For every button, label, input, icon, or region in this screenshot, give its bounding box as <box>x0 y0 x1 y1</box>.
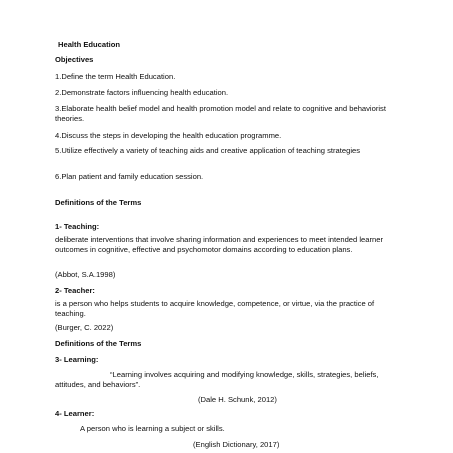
teacher-heading: 2- Teacher: <box>55 286 95 295</box>
objectives-heading: Objectives <box>55 55 94 64</box>
learning-definition: “Learning involves acquiring and modifying knowledge, skills, strategies, beliefs, attitudes, and behaviors”. <box>55 370 379 389</box>
teacher-definition: is a person who helps students to acquire knowledge, competence, or virtue, via the practice of teaching. <box>55 299 375 318</box>
learner-citation: (English Dictionary, 2017) <box>193 440 280 449</box>
learner-heading: 4- Learner: <box>55 409 95 418</box>
objective-item-3: 3.Elaborate health belief model and health promotion model and relate to cognitive and behaviorist theories. <box>55 104 386 123</box>
objective-item-2: 2.Demonstrate factors influencing health education. <box>55 88 229 97</box>
learning-heading: 3- Learning: <box>55 355 99 364</box>
objective-item-5: 5.Utilize effectively a variety of teaching aids and creative application of teaching strategies <box>55 146 361 155</box>
objective-item-4: 4.Discuss the steps in developing the health education programme. <box>55 131 282 140</box>
teaching-definition: deliberate interventions that involve sharing information and experiences to meet intended learner outcomes in cognitive, effective and psychomotor domains according to education plans. <box>55 235 383 254</box>
definitions-heading: Definitions of the Terms <box>55 198 142 207</box>
objective-item-6: 6.Plan patient and family education session. <box>55 172 204 181</box>
definitions-heading-2: Definitions of the Terms <box>55 339 142 348</box>
learning-citation: (Dale H. Schunk, 2012) <box>198 395 277 404</box>
document-title: Health Education <box>58 40 121 49</box>
teacher-citation: (Burger, C. 2022) <box>55 323 114 332</box>
learner-definition: A person who is learning a subject or skills. <box>80 424 225 433</box>
teaching-citation: (Abbot, S.A.1998) <box>55 270 116 279</box>
objective-item-1: 1.Define the term Health Education. <box>55 72 176 81</box>
teaching-heading: 1- Teaching: <box>55 222 100 231</box>
